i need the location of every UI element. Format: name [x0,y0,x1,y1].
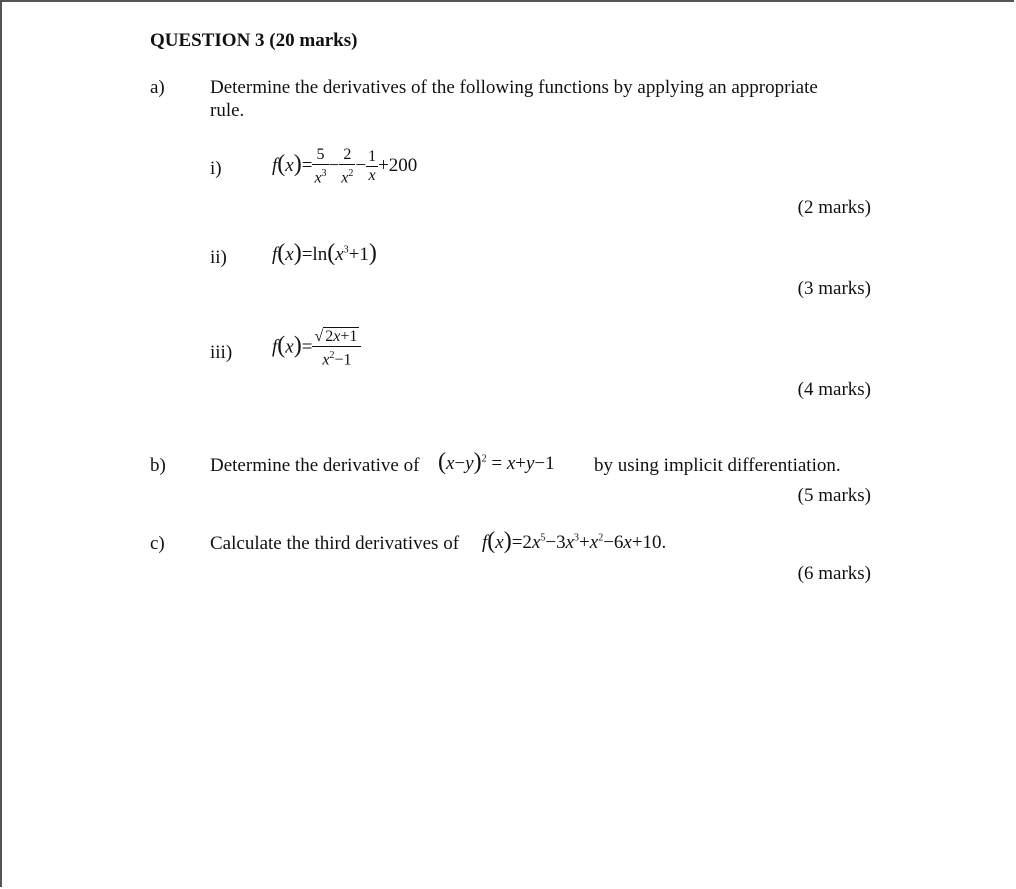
part-a-instruction-line2: rule. [210,100,245,121]
item-ii-label: ii) [210,247,227,268]
part-b-label: b) [150,455,166,476]
item-iii-label: iii) [210,342,233,363]
part-a-label: a) [150,77,165,98]
item-ii-marks: (3 marks) [797,278,871,299]
item-i-label: i) [210,158,222,179]
item-iii-marks: (4 marks) [797,379,871,400]
question-title: QUESTION 3 (20 marks) [150,30,358,51]
part-c-marks: (6 marks) [797,563,871,584]
item-i-marks: (2 marks) [797,197,871,218]
equation-b: $(x-y)^2 = x+y-1$ [438,449,555,475]
part-c-text-before: Calculate the third derivatives of [210,533,460,554]
equation-i: f(x)= $\frac{5}{x^3}$ − $\frac{2}{x^2}$ − $\frac{1}{x}$ +200 [272,146,418,187]
part-b-text-after: by using implicit differentiation. [594,455,841,476]
equation-iii: f(x)= $\frac{√ 2x+1}{x^2-1}$ [272,327,361,369]
equation-c: $f(x)=2x^5-3x^3+x^2-6x+10$. [482,528,667,554]
part-b-marks: (5 marks) [797,485,871,506]
part-b-text-before: Determine the derivative of [210,455,420,476]
part-c-label: c) [150,533,165,554]
equation-ii: $f(x)=\ln(x^3+1)$ [272,240,377,266]
part-a-instruction-line1: Determine the derivatives of the following functions by applying an appropriate [210,77,818,98]
